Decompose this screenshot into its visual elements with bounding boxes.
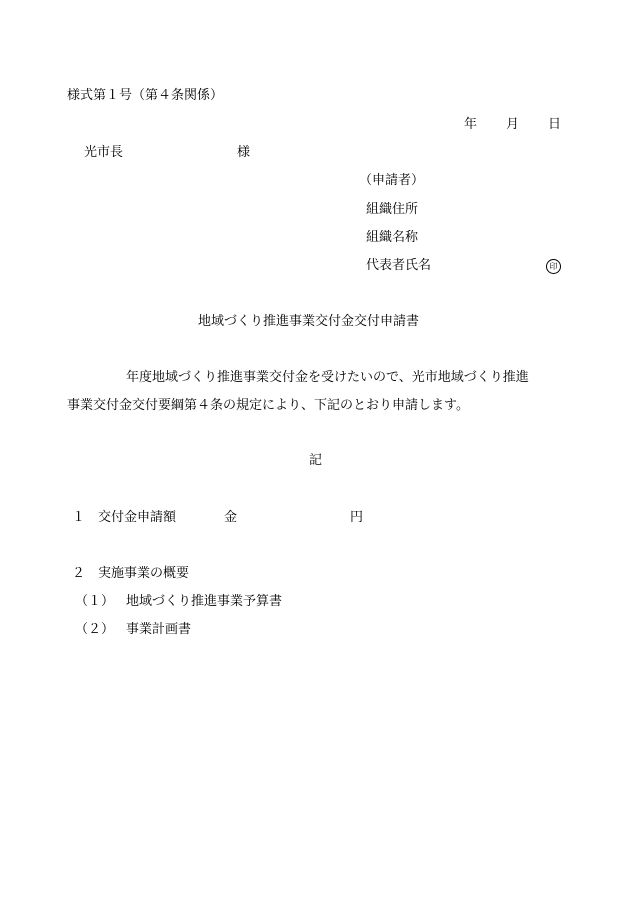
item-1-unit: 円 xyxy=(350,510,364,525)
item-1-label: 交付金申請額 xyxy=(98,510,177,525)
body-line-1: 年度地域づくり推進事業交付金を受けたいので、光市地域づくり推進 xyxy=(126,370,529,385)
sub-item-label: 地域づくり推進事業予算書 xyxy=(126,594,283,609)
item-2-number: ２ xyxy=(72,566,86,581)
sub-item-number: （２） xyxy=(75,622,115,637)
item-2-label: 実施事業の概要 xyxy=(98,566,190,581)
addressee-name: 光市長 xyxy=(84,145,124,160)
applicant-rep-label: 代表者氏名 xyxy=(366,258,432,273)
applicant-address-label: 組織住所 xyxy=(366,202,419,217)
body-line-2: 事業交付金交付要綱第４条の規定により、下記のとおり申請します。 xyxy=(67,398,469,413)
seal-mark: 印 xyxy=(546,259,561,274)
applicant-org-name-label: 組織名称 xyxy=(366,230,419,245)
item-1-number: １ xyxy=(72,510,86,525)
addressee-honorific: 様 xyxy=(237,145,251,160)
item-1-prefix: 金 xyxy=(224,510,238,525)
date-month: 月 xyxy=(506,117,520,132)
form-number: 様式第１号（第４条関係） xyxy=(67,88,224,103)
date-year: 年 xyxy=(464,117,478,132)
ki-heading: 記 xyxy=(309,453,323,468)
sub-item-number: （１） xyxy=(75,594,115,609)
date-day: 日 xyxy=(548,117,562,132)
document-title: 地域づくり推進事業交付金交付申請書 xyxy=(198,314,420,329)
sub-item-label: 事業計画書 xyxy=(126,622,192,637)
applicant-heading: （申請者） xyxy=(359,173,425,188)
